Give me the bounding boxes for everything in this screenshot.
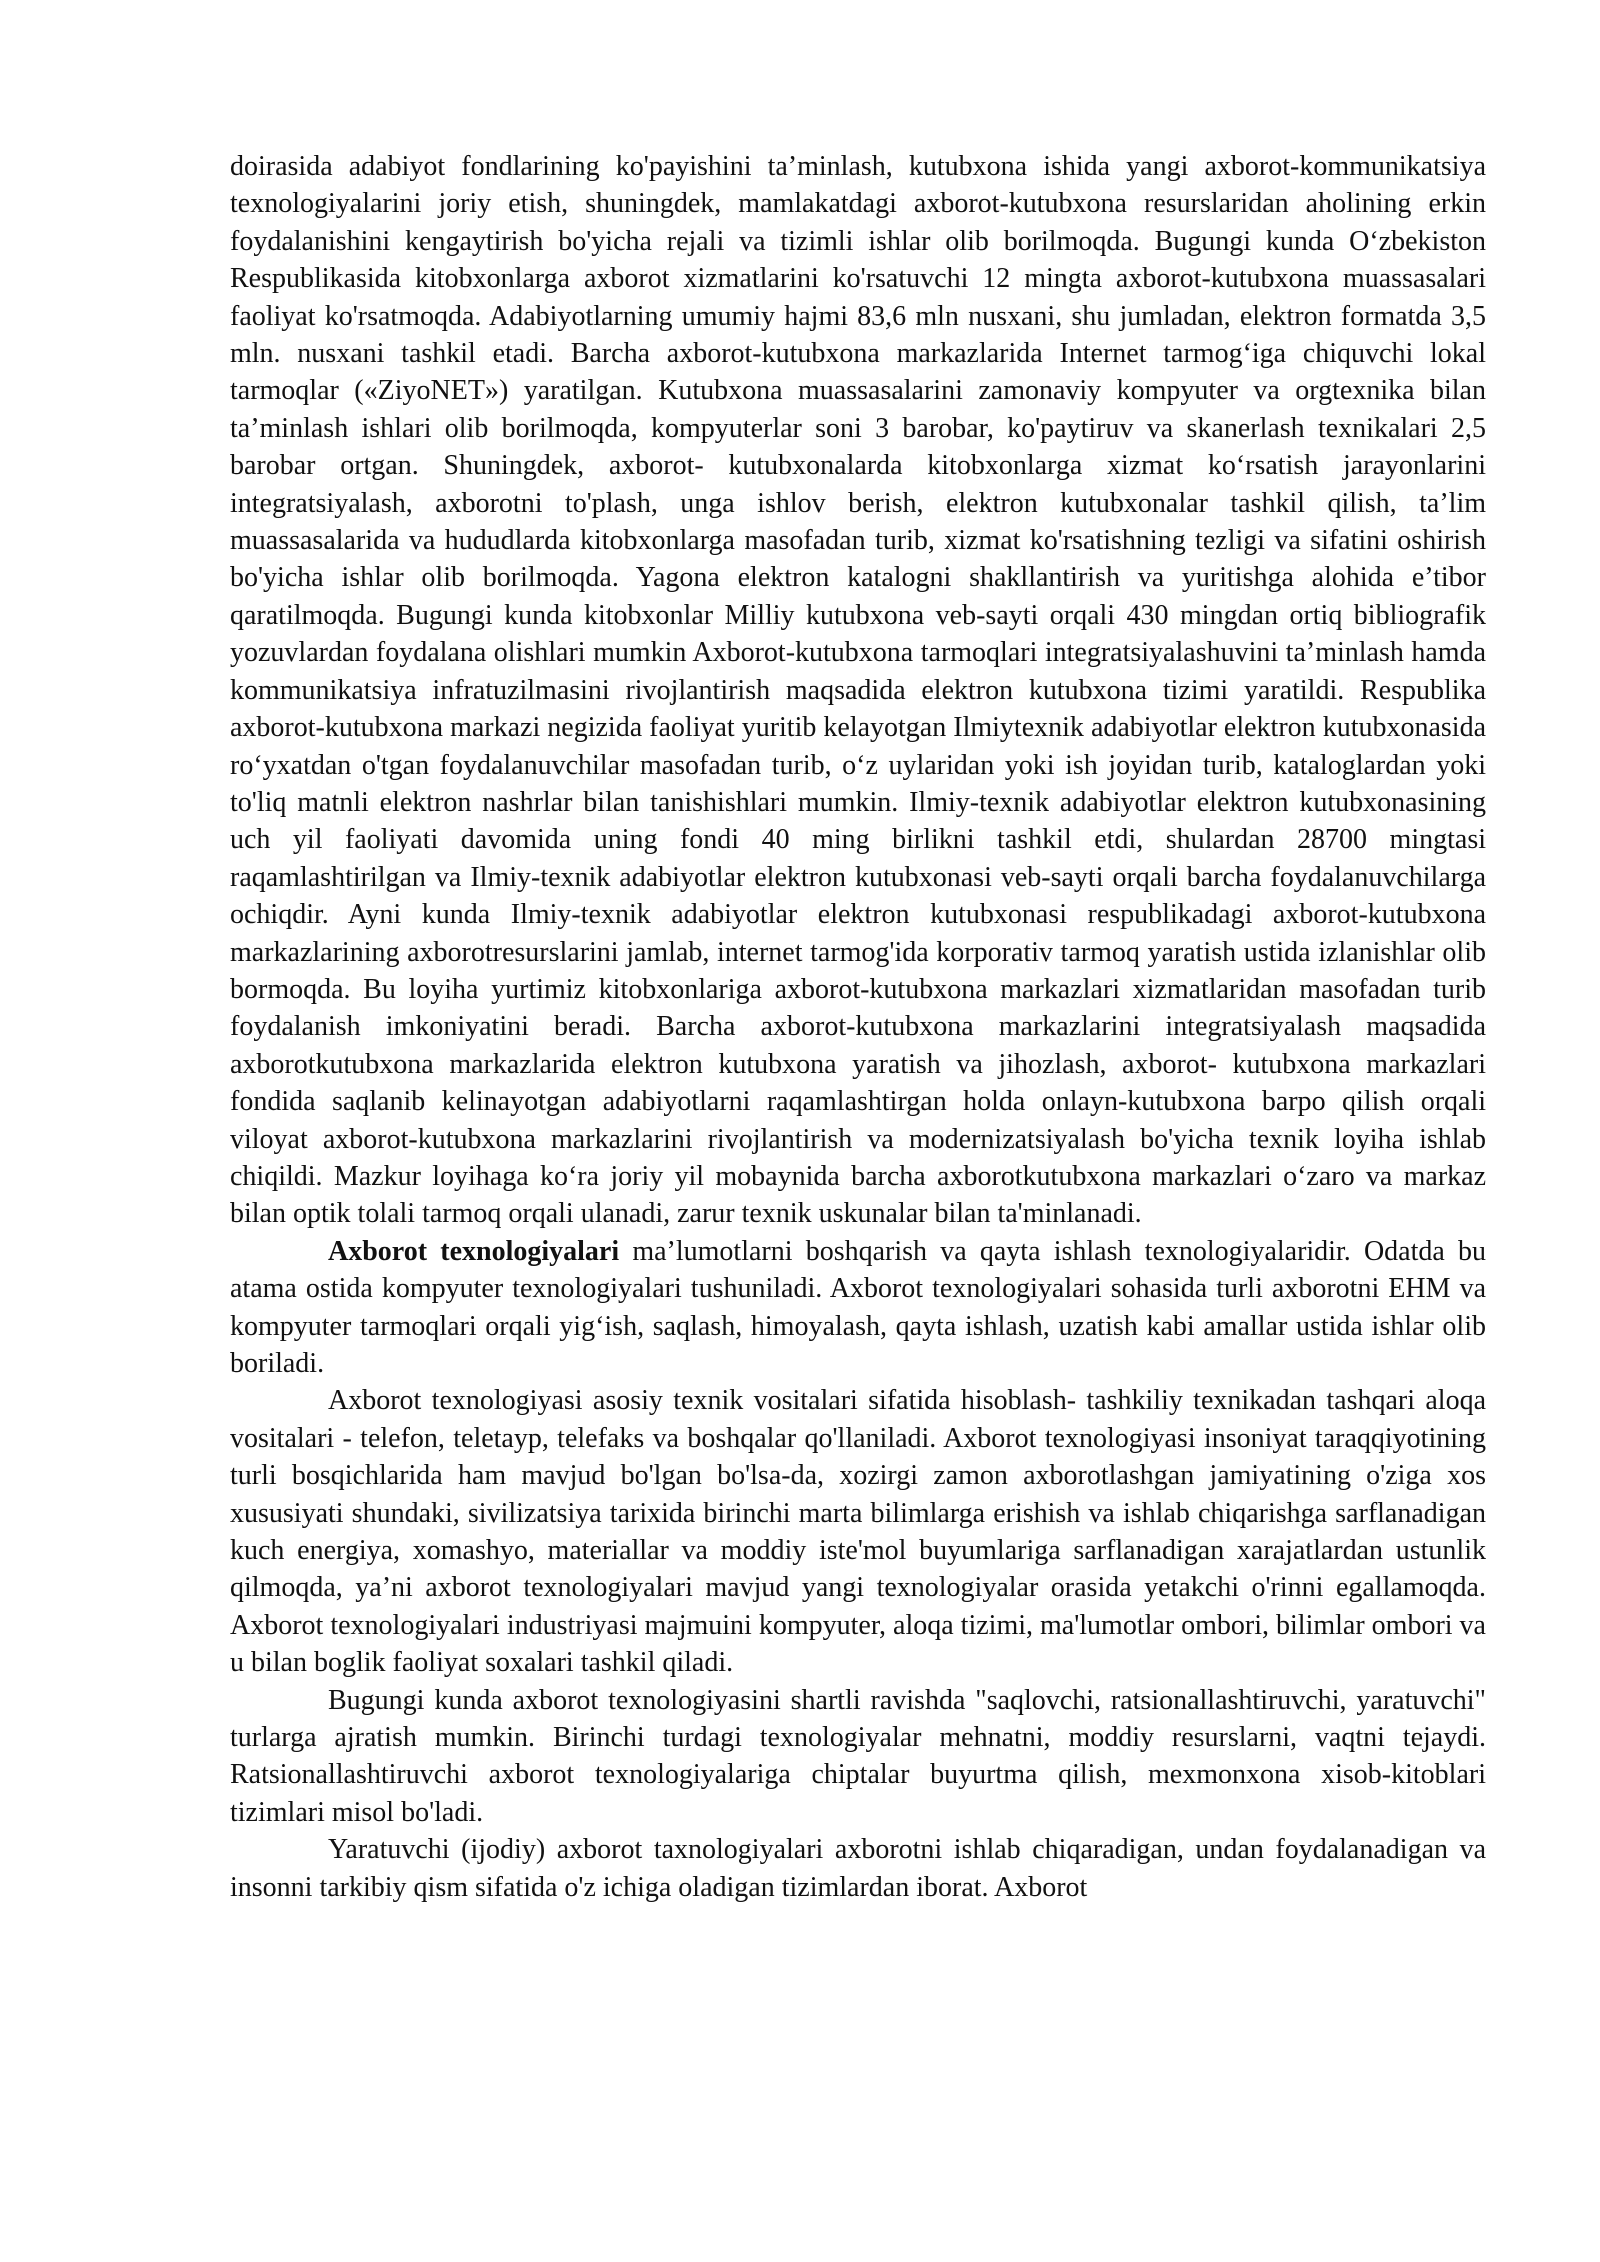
paragraph-it-types: Bugungi kunda axborot texnologiyasini shartli ravishda "saqlovchi, ratsionallashtiruvchi, yaratuvchi" turlarga ajratish mumkin. Birinchi turdagi texnologiyalar mehnatni, moddiy resurslarni, vaqtni tejaydi. Ratsionallashtiruvchi axborot texnologiyalariga chiptalar buyurtma qilish, mexmonxona xisob-kitoblari tizimlari misol bo'ladi. (230, 1684, 1486, 1828)
paragraph-it-definition-body: ma’lumotlarni boshqarish va qayta ishlash texnologiyalaridir. Odatda bu atama ostida kompyuter texnologiyalari tushuniladi. Axborot texnologiyalari sohasida turli axborotni EHM va kompyuter tarmoqlari orqali yig‘ish, saqlash, himoyalash, qayta ishlash, uzatish kabi amallar ustida ishlar olib boriladi. (230, 1235, 1486, 1379)
term-axborot-texnologiyalari: Axborot texnologiyalari (328, 1235, 620, 1267)
paragraph-library-resources: doirasida adabiyot fondlarining ko'payishini ta’minlash, kutubxona ishida yangi axborot-kommunikatsiya texnologiyalarini joriy etish, shuningdek, mamlakatdagi axborot-kutubxona resurslaridan aholining erkin foydalanishini kengaytirish bo'yicha rejali va tizimli ishlar olib borilmoqda. Bugungi kunda O‘zbekiston Respublikasida kitobxonlarga axborot xizmatlarini ko'rsatuvchi 12 mingta axborot-kutubxona muassasalari faoliyat ko'rsatmoqda. Adabiyotlarning umumiy hajmi 83,6 mln nusxani, shu jumladan, elektron formatda 3,5 mln. nusxani tashkil etadi. Barcha axborot-kutubxona markazlarida Internet tarmog‘iga chiquvchi lokal tarmoqlar («ZiyoNET») yaratilgan. Kutubxona muassasalarini zamonaviy kompyuter va orgtexnika bilan ta’minlash ishlari olib borilmoqda, kompyuterlar soni 3 barobar, ko'paytiruv va skanerlash texnikalari 2,5 barobar ortgan. Shuningdek, axborot- kutubxonalarda kitobxonlarga xizmat ko‘rsatish jarayonlarini integratsiyalash, axborotni to'plash, unga ishlov berish, elektron kutubxonalar tashkil qilish, ta’lim muassasalarida va hududlarda kitobxonlarga masofadan turib, xizmat ko'rsatishning tezligi va sifatini oshirish bo'yicha ishlar olib borilmoqda. Yagona elektron katalogni shakllantirish va yuritishga alohida e’tibor qaratilmoqda. Bugungi kunda kitobxonlar Milliy kutubxona veb-sayti orqali 430 mingdan ortiq bibliografik yozuvlardan foydalana olishlari mumkin Axborot-kutubxona tarmoqlari integratsiyalashuvini ta’minlash hamda kommunikatsiya infratuzilmasini rivojlantirish maqsadida elektron kutubxona tizimi yaratildi. Respublika axborot-kutubxona markazi negizida faoliyat yuritib kelayotgan Ilmiytexnik adabiyotlar elektron kutubxonasida ro‘yxatdan o'tgan foydalanuvchilar masofadan turib, o‘z uylaridan yoki ish joyidan turib, kataloglardan yoki to'liq matnli elektron nashrlar bilan tanishishlari mumkin. Ilmiy-texnik adabiyotlar elektron kutubxonasining uch yil faoliyati davomida uning fondi 40 ming birlikni tashkil etdi, shulardan 28700 mingtasi raqamlashtirilgan va Ilmiy-texnik adabiyotlar elektron kutubxonasi veb-sayti orqali barcha foydalanuvchilarga ochiqdir. Ayni kunda Ilmiy-texnik adabiyotlar elektron kutubxonasi respublikadagi axborot-kutubxona markazlarining axborotresurslarini jamlab, internet tarmog'ida korporativ tarmoq yaratish ustida izlanishlar olib bormoqda. Bu loyiha yurtimiz kitobxonlariga axborot-kutubxona markazlari xizmatlaridan masofadan turib foydalanish imkoniyatini beradi. Barcha axborot-kutubxona markazlarini integratsiyalash maqsadida axborotkutubxona markazlarida elektron kutubxona yaratish va jihozlash, axborot- kutubxona markazlari fondida saqlanib kelinayotgan adabiyotlarni raqamlashtirgan holda onlayn-kutubxona barpo qilish orqali viloyat axborot-kutubxona markazlarini rivojlantirish va modernizatsiyalash bo'yicha texnik loyiha ishlab chiqildi. Mazkur loyihaga ko‘ra joriy yil mobaynida barcha axborotkutubxona markazlari o‘zaro va markaz bilan optik tolali tarmoq orqali ulanadi, zarur texnik uskunalar bilan ta'minlanadi. (230, 151, 1486, 1230)
paragraph-it-definition (230, 1233, 1486, 1383)
paragraph-it-means: Axborot texnologiyasi asosiy texnik vositalari sifatida hisoblash- tashkiliy texnikadan tashqari aloqa vositalari - telefon, teletayp, telefaks va boshqalar qo'llaniladi. Axborot texnologiyasi insoniyat taraqqiyotining turli bosqichlarida ham mavjud bo'lgan bo'lsa-da, xozirgi zamon axborotlashgan jamiyatining o'ziga xos xususiyati shundaki, sivilizatsiya tarixida birinchi marta bilimlarga erishish va ishlab chiqarishga sarflanadigan kuch energiya, xomashyo, materiallar va moddiy iste'mol buyumlariga sarflanadigan xarajatlardan ustunlik qilmoqda, ya’ni axborot texnologiyalari mavjud yangi texnologiyalar orasida yetakchi o'rinni egallamoqda. Axborot texnologiyalari industriyasi majmuini kompyuter, aloqa tizimi, ma'lumotlar ombori, bilimlar ombori va u bilan boglik faoliyat soxalari tashkil qiladi. (230, 1385, 1486, 1679)
document-page (230, 148, 1486, 1906)
paragraph-creative-it: Yaratuvchi (ijodiy) axborot taxnologiyalari axborotni ishlab chiqaradigan, undan foydalanadigan va insonni tarkibiy qism sifatida o'z ichiga oladigan tizimlardan iborat. Axborot (230, 1834, 1486, 1903)
